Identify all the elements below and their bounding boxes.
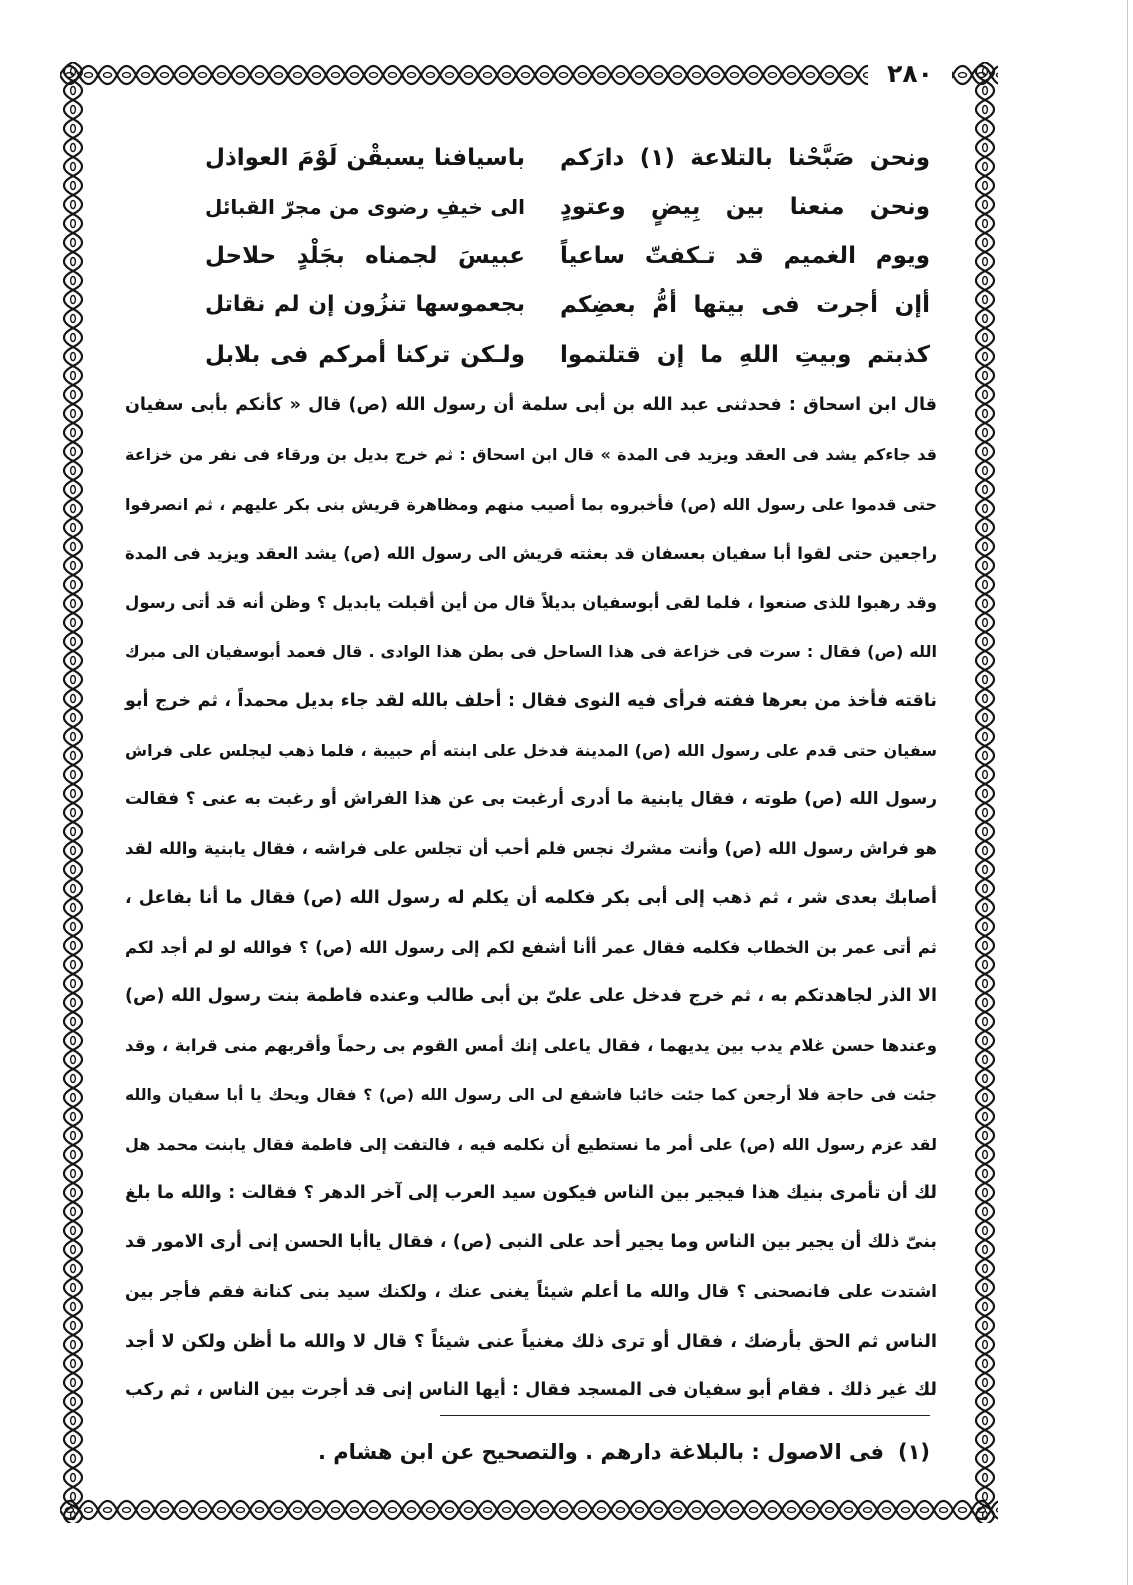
verse-first-hemistich: كذبتم وبيتِ اللهِ ما إن قتلتموا [560,342,930,368]
prose-line: لك أن تأمرى بنيك هذا فيجير بين الناس فيكون سيد العرب إلى آخر الدهر ؟ فقالت : والله ما بلغ [125,1183,937,1203]
verse-second-hemistich: عبيسَ لجمناه بجَلْدٍ حلاحل [205,243,525,269]
prose-line: بنىّ ذلك أن يجير بين الناس وما يجير أحد على النبى (ص) ، فقال ياأبا الحسن إنى أرى الامور قد [125,1232,937,1253]
verse-first-hemistich: ويوم الغميم قد تـكفتّ ساعياً [560,243,930,269]
prose-line: هو فراش رسول الله (ص) وأنت مشرك نجس فلم أحب أن تجلس على فراشه ، فقال يابنية والله لقد [125,839,937,859]
prose-line: جئت فى حاجة فلا أرجعن كما جئت خائبا فاشفع لى الى رسول الله (ص) ؟ فقال ويحك يا أبا سفيان والله [125,1085,937,1104]
footnote-marker: (١) [897,1440,930,1464]
prose-line: الناس ثم الحق بأرضك ، فقال أو ترى ذلك مغنياً عنى شيئاً ؟ قال لا والله ما أظن ولكن لا أجد [125,1330,937,1352]
prose-line: ثم أتى عمر بن الخطاب فكلمه فقال عمر أأنا أشفع لكم إلى رسول الله (ص) ؟ فوالله لو لم أجد لكم [125,937,937,957]
page-number: ٢٨٠ [868,56,952,92]
prose-body [125,381,937,1415]
verse-first-hemistich: ونحن منعنا بين بِيضٍ وعتودٍ [560,194,930,220]
prose-line: اشتدت على فانصحنى ؟ قال والله ما أعلم شيئاً يغنى عنك ، ولكنك سيد بنى كنانة فقم فأجر بين [125,1281,937,1302]
prose-line: الا الذر لجاهدتكم به ، ثم خرج فدخل على علىّ بن أبى طالب وعنده فاطمة بنت رسول الله (ص) [125,986,937,1006]
verse-second-hemistich: بجعموسها تنزُون إن لم نقاتل [205,292,525,317]
poem-verse [0,135,1133,181]
poem-verse [0,233,1133,279]
prose-line: ناقته فأخذ من بعرها ففته فرأى فيه النوى فقال : أحلف بالله لقد جاء بديل محمداً ، ثم خرج أبو [125,690,937,711]
poem-verse [0,184,1133,230]
prose-line: رسول الله (ص) طوته ، فقال يابنية ما أدرى أرغبت بى عن هذا الفراش أو رغبت به عنى ؟ فقالت [125,789,937,809]
prose-line: حتى قدموا على رسول الله (ص) فأخبروه بما أصيب منهم ومظاهرة قريش بنى بكر عليهم ، ثم انصرفوا [125,494,937,514]
poem-verse [0,332,1133,378]
prose-line: لك غير ذلك . فقام أبو سفيان فى المسجد فقال : أيها الناس إنى قد أجرت بين الناس ، ثم ركب [125,1380,937,1400]
footnote [318,1434,930,1470]
verse-second-hemistich: ولـكن تركنا أمركم فى بلابل [205,342,525,368]
prose-line: قد جاءكم يشد فى العقد ويزيد فى المدة » قال ابن اسحاق : ثم خرج بديل بن ورقاء فى نفر من خزاعة [125,445,937,465]
prose-line: لقد عزم رسول الله (ص) على أمر ما نستطيع أن نكلمه فيه ، فالتفت إلى فاطمة فقال يابنت محمد هل [125,1134,937,1154]
border-bottom [60,1497,998,1523]
prose-line: الله (ص) فقال : سرت فى خزاعة فى هذا الساحل فى بطن هذا الوادى . قال فعمد أبوسفيان الى مبرك [125,642,937,662]
verse-first-hemistich: أإن أجرت فى بيتها أمُّ بعضِكم [560,292,930,318]
footnote-text: فى الاصول : بالبلاغة دارهم . والتصحيح عن ابن هشام . [317,1440,884,1464]
border-top [60,62,998,88]
verse-second-hemistich: الى خيفِ رضوى من مجرّ القبائل [205,195,525,219]
poem-verse [0,282,1133,328]
prose-line: قال ابن اسحاق : فحدثنى عبد الله بن أبى سلمة أن رسول الله (ص) قال « كأنكم بأبى سفيان [125,395,937,415]
prose-line: راجعين حتى لقوا أبا سفيان بعسفان قد بعثته قريش الى رسول الله (ص) يشد العقد ويزيد فى المدة [125,543,937,563]
prose-line: وعندها حسن غلام يدب بين يديهما ، فقال ياعلى إنك أمس القوم بى رحماً وأقربهم منى قرابة ، وقد [125,1036,937,1056]
prose-line: أصابك بعدى شر ، ثم ذهب إلى أبى بكر فكلمه أن يكلم له رسول الله (ص) فقال ما أنا بفاعل ، [125,887,937,908]
verse-second-hemistich: باسيافنا يسبقْن لَوْمَ العواذل [205,145,525,171]
verse-first-hemistich: ونحن صَبَّحْنا بالتلاعة (١) دارَكم [560,145,930,171]
prose-line: وقد رهبوا للذى صنعوا ، فلما لقى أبوسفيان بديلاً قال من أين أقبلت يابديل ؟ وظن أنه قد أتى رسول [125,593,937,612]
prose-line: سفيان حتى قدم على رسول الله (ص) المدينة فدخل على ابنته أم حبيبة ، فلما ذهب ليجلس على فراش [125,740,937,760]
footnote-separator [440,1415,930,1416]
